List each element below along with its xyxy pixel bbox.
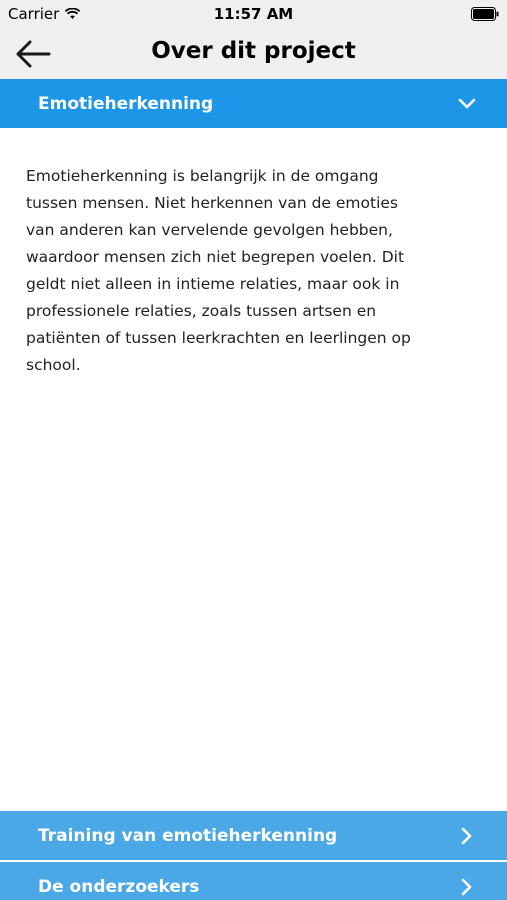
section-header-researchers[interactable] — [0, 862, 507, 900]
chevron-right-icon — [457, 877, 477, 897]
section-title: Emotieherkenning — [38, 93, 214, 114]
battery-icon — [471, 7, 499, 21]
section-header-emotieherkenning[interactable] — [0, 79, 507, 128]
status-bar — [0, 0, 507, 28]
carrier-label: Carrier — [8, 5, 60, 23]
section-body-text: Emotieherkenning is belangrijk in de omgang tussen mensen. Niet herkennen van de emoties van anderen kan vervelende gevolgen hebben, waardoor mensen zich niet begrepen voelen. Dit geldt niet alleen in intieme relaties, maar ook in professionele relaties, zoals tussen artsen en patiënten of tussen leerkrachten en leerlingen op school. — [26, 167, 411, 374]
chevron-right-icon — [457, 826, 477, 846]
section-title: Training van emotieherkenning — [38, 825, 338, 846]
chevron-down-icon — [457, 94, 477, 114]
navigation-bar — [0, 28, 507, 79]
section-header-training[interactable] — [0, 811, 507, 860]
section-title: De onderzoekers — [38, 876, 200, 897]
status-time: 11:57 AM — [213, 5, 294, 23]
page-title: Over dit project — [151, 38, 356, 64]
